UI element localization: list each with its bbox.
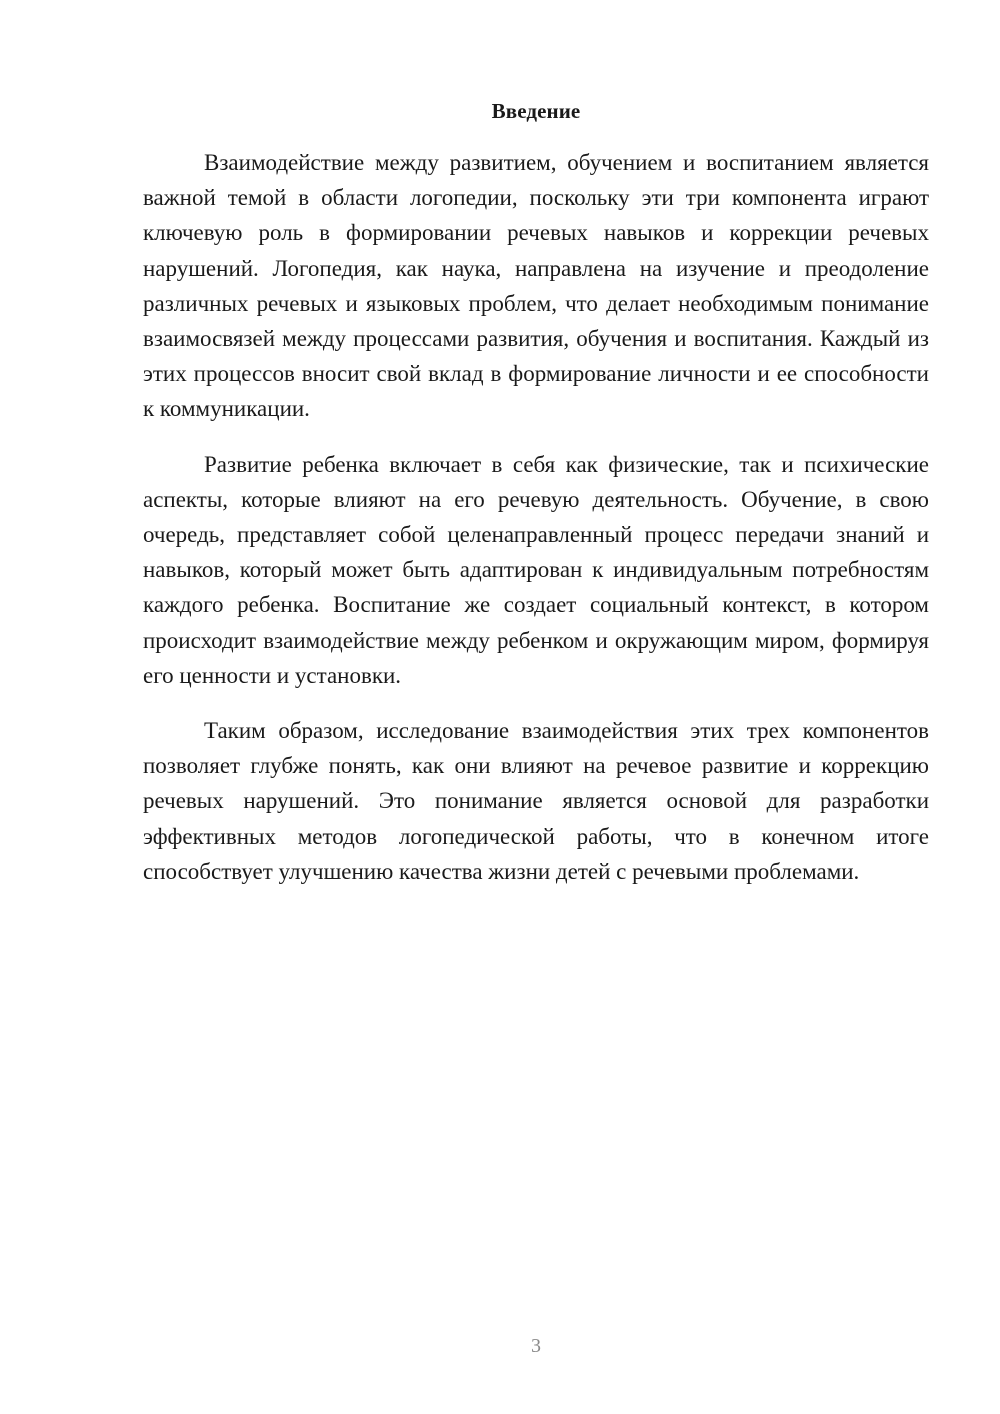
- page-number: 3: [531, 1335, 541, 1357]
- paragraph-2: Развитие ребенка включает в себя как физические, так и психические аспекты, которые влияют на его речевую деятельность. Обучение, в свою очередь, представляет собой целенаправленный процесс передачи знаний и навыков, который может быть адаптирован к индивидуальным потребностям каждого ребенка. Воспитание же создает социальный контекст, в котором происходит взаимодействие между ребенком и окружающим миром, формируя его ценности и установки.: [143, 451, 929, 688]
- paragraph-1: Взаимодействие между развитием, обучением и воспитанием является важной темой в области логопедии, поскольку эти три компонента играют ключевую роль в формировании речевых навыков и коррекции речевых нарушений. Логопедия, как наука, направлена на изучение и преодоление различных речевых и языковых проблем, что делает необходимым понимание взаимосвязей между процессами развития, обучения и воспитания. Каждый из этих процессов вносит свой вклад в формирование личности и ее способности к коммуникации.: [143, 150, 929, 422]
- section-title: Введение: [491, 99, 581, 123]
- page-content: [143, 97, 929, 909]
- paragraph-3: Таким образом, исследование взаимодействия этих трех компонентов позволяет глубже понять, как они влияют на речевое развитие и коррекцию речевых нарушений. Это понимание является основой для разработки эффективных методов логопедической работы, что в конечном итоге способствует улучшению качества жизни детей с речевыми проблемами.: [143, 718, 929, 884]
